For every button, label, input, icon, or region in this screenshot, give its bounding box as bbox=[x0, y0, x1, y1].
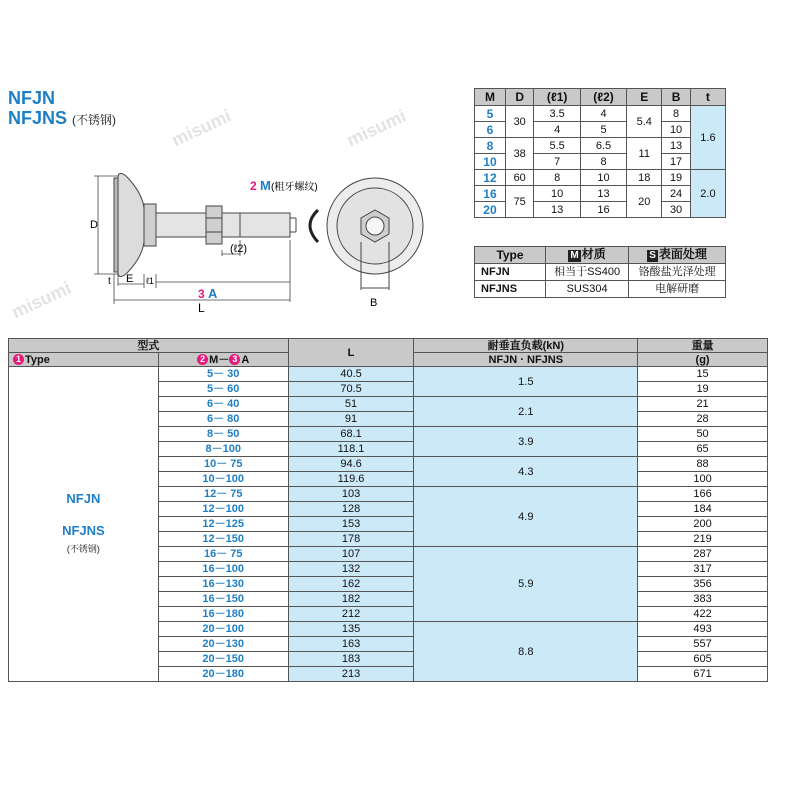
cell-b: 8 bbox=[662, 106, 691, 122]
cell-model-code: 6－ 40 bbox=[158, 397, 288, 412]
cell-d: 30 bbox=[505, 106, 534, 138]
cell-model-code: 5－ 60 bbox=[158, 382, 288, 397]
cell-m: 10 bbox=[475, 154, 506, 170]
cell-model-code: 16－180 bbox=[158, 607, 288, 622]
cell-l2: 5 bbox=[580, 122, 626, 138]
cell-t: 1.6 bbox=[690, 106, 725, 170]
cell-model-code: 6－ 80 bbox=[158, 412, 288, 427]
cell-load: 4.3 bbox=[414, 457, 638, 487]
cell-b: 17 bbox=[662, 154, 691, 170]
cell-weight: 100 bbox=[638, 472, 768, 487]
cell-d: 38 bbox=[505, 138, 534, 170]
product-title-stainless: NFJNS (不锈钢) bbox=[8, 108, 117, 128]
cell-b: 13 bbox=[662, 138, 691, 154]
cell-l: 119.6 bbox=[288, 472, 414, 487]
cell-model-code: 10－ 75 bbox=[158, 457, 288, 472]
dim-b-label: B bbox=[370, 297, 378, 309]
cell-m: 16 bbox=[475, 186, 506, 202]
cell-l: 94.6 bbox=[288, 457, 414, 472]
cell-l: 178 bbox=[288, 532, 414, 547]
cell-l1: 4 bbox=[534, 122, 580, 138]
header-load-sub: NFJN · NFJNS bbox=[414, 353, 638, 367]
cell-l1: 7 bbox=[534, 154, 580, 170]
m-label-sub: (粗牙螺纹) bbox=[271, 182, 318, 193]
cell-l2: 10 bbox=[580, 170, 626, 186]
product-title: NFJN bbox=[8, 88, 56, 108]
dim-a-num: 3 bbox=[198, 287, 205, 301]
cell-l: 51 bbox=[288, 397, 414, 412]
cell-weight: 184 bbox=[638, 502, 768, 517]
cell-m: 6 bbox=[475, 122, 506, 138]
cell-e: 11 bbox=[627, 138, 662, 170]
col-surface: S 表面处理 bbox=[629, 247, 726, 264]
dim-a-label: A bbox=[208, 286, 218, 301]
cell-l: 107 bbox=[288, 547, 414, 562]
cell-type: NFJNS bbox=[475, 281, 546, 298]
cell-type: NFJN bbox=[475, 264, 546, 281]
header-weight-unit: (g) bbox=[638, 353, 768, 367]
m-label: M bbox=[260, 178, 271, 193]
cell-l: 70.5 bbox=[288, 382, 414, 397]
header-m-a: 2 M－ 3 A bbox=[158, 353, 288, 367]
cell-l: 153 bbox=[288, 517, 414, 532]
cell-model-code: 12－100 bbox=[158, 502, 288, 517]
cell-weight: 19 bbox=[638, 382, 768, 397]
cell-weight: 383 bbox=[638, 592, 768, 607]
cell-weight: 287 bbox=[638, 547, 768, 562]
cell-load: 8.8 bbox=[414, 622, 638, 682]
watermark: misumi bbox=[343, 105, 410, 151]
cell-l: 132 bbox=[288, 562, 414, 577]
cell-b: 30 bbox=[662, 202, 691, 218]
cell-model-code: 8－ 50 bbox=[158, 427, 288, 442]
cell-weight: 50 bbox=[638, 427, 768, 442]
cell-l: 68.1 bbox=[288, 427, 414, 442]
header-model: 型式 bbox=[9, 339, 289, 353]
cell-t: 2.0 bbox=[690, 170, 725, 218]
cell-weight: 88 bbox=[638, 457, 768, 472]
col-b: B bbox=[662, 89, 691, 106]
cell-model-code: 20－100 bbox=[158, 622, 288, 637]
cell-surface: 电解研磨 bbox=[629, 281, 726, 298]
cell-l: 40.5 bbox=[288, 367, 414, 382]
watermark: misumi bbox=[8, 277, 75, 323]
dim-d-label: D bbox=[90, 219, 98, 231]
cell-model-code: 12－150 bbox=[158, 532, 288, 547]
cell-weight: 557 bbox=[638, 637, 768, 652]
cell-l1: 10 bbox=[534, 186, 580, 202]
m-label-num: 2 bbox=[250, 179, 257, 193]
cell-material: 相当于SS400 bbox=[546, 264, 629, 281]
cell-l2: 4 bbox=[580, 106, 626, 122]
col-type: Type bbox=[475, 247, 546, 264]
header-load: 耐垂直负载(kN) bbox=[414, 339, 638, 353]
header-type: 1 Type bbox=[9, 353, 159, 367]
cell-weight: 219 bbox=[638, 532, 768, 547]
col-t: t bbox=[690, 89, 725, 106]
cell-model-code: 12－ 75 bbox=[158, 487, 288, 502]
watermark: misumi bbox=[168, 105, 235, 151]
dim-l1-label: ℓ1 bbox=[146, 276, 154, 286]
cell-model-code: 10－100 bbox=[158, 472, 288, 487]
cell-m: 20 bbox=[475, 202, 506, 218]
cell-weight: 317 bbox=[638, 562, 768, 577]
cell-b: 19 bbox=[662, 170, 691, 186]
cell-l: 128 bbox=[288, 502, 414, 517]
cell-weight: 605 bbox=[638, 652, 768, 667]
cell-weight: 200 bbox=[638, 517, 768, 532]
table-row bbox=[9, 367, 768, 382]
cell-load: 5.9 bbox=[414, 547, 638, 622]
col-e: E bbox=[627, 89, 662, 106]
cell-model-code: 8－100 bbox=[158, 442, 288, 457]
cell-b: 10 bbox=[662, 122, 691, 138]
cell-load: 2.1 bbox=[414, 397, 638, 427]
cell-l1: 13 bbox=[534, 202, 580, 218]
col-d: D bbox=[505, 89, 534, 106]
cell-model-code: 20－130 bbox=[158, 637, 288, 652]
dim-t-label: t bbox=[108, 276, 111, 287]
cell-load: 4.9 bbox=[414, 487, 638, 547]
cell-l1: 5.5 bbox=[534, 138, 580, 154]
leveling-foot-drawing bbox=[90, 170, 440, 320]
cell-weight: 671 bbox=[638, 667, 768, 682]
header-weight: 重量 bbox=[638, 339, 768, 353]
cell-l: 91 bbox=[288, 412, 414, 427]
dim-l-label: L bbox=[198, 301, 205, 315]
cell-l: 183 bbox=[288, 652, 414, 667]
cell-l1: 3.5 bbox=[534, 106, 580, 122]
cell-l: 182 bbox=[288, 592, 414, 607]
cell-l: 212 bbox=[288, 607, 414, 622]
cell-model-code: 16－100 bbox=[158, 562, 288, 577]
cell-model-code: 20－180 bbox=[158, 667, 288, 682]
cell-weight: 21 bbox=[638, 397, 768, 412]
cell-model-code: 16－ 75 bbox=[158, 547, 288, 562]
cell-weight: 166 bbox=[638, 487, 768, 502]
header-l: L bbox=[288, 339, 414, 367]
dim-e-label: E bbox=[126, 273, 134, 285]
cell-l: 103 bbox=[288, 487, 414, 502]
cell-e: 20 bbox=[627, 186, 662, 218]
spec-table bbox=[8, 338, 768, 682]
cell-model-code: 16－150 bbox=[158, 592, 288, 607]
cell-b: 24 bbox=[662, 186, 691, 202]
col-material: M 材质 bbox=[546, 247, 629, 264]
cell-l2: 13 bbox=[580, 186, 626, 202]
col-l2: (ℓ2) bbox=[580, 89, 626, 106]
cell-surface: 铬酸盐光泽处理 bbox=[629, 264, 726, 281]
cell-l: 163 bbox=[288, 637, 414, 652]
cell-e: 5.4 bbox=[627, 106, 662, 138]
dim-l2-label: (ℓ2) bbox=[230, 243, 247, 255]
cell-d: 75 bbox=[505, 186, 534, 218]
cell-model-code: 20－150 bbox=[158, 652, 288, 667]
cell-model-code: 16－130 bbox=[158, 577, 288, 592]
dimension-table bbox=[474, 88, 726, 218]
cell-l: 162 bbox=[288, 577, 414, 592]
cell-l2: 8 bbox=[580, 154, 626, 170]
cell-load: 3.9 bbox=[414, 427, 638, 457]
cell-l2: 6.5 bbox=[580, 138, 626, 154]
col-m: M bbox=[475, 89, 506, 106]
cell-m: 5 bbox=[475, 106, 506, 122]
cell-l1: 8 bbox=[534, 170, 580, 186]
cell-weight: 28 bbox=[638, 412, 768, 427]
cell-model-code: 5－ 30 bbox=[158, 367, 288, 382]
cell-e: 18 bbox=[627, 170, 662, 186]
cell-m: 12 bbox=[475, 170, 506, 186]
cell-l2: 16 bbox=[580, 202, 626, 218]
col-l1: (ℓ1) bbox=[534, 89, 580, 106]
cell-l: 135 bbox=[288, 622, 414, 637]
cell-m: 8 bbox=[475, 138, 506, 154]
cell-weight: 15 bbox=[638, 367, 768, 382]
cell-model-code: 12－125 bbox=[158, 517, 288, 532]
type-cell: NFJN NFJNS (不锈钢) bbox=[9, 367, 159, 682]
cell-l: 118.1 bbox=[288, 442, 414, 457]
cell-weight: 493 bbox=[638, 622, 768, 637]
material-table bbox=[474, 246, 726, 298]
cell-d: 60 bbox=[505, 170, 534, 186]
cell-l: 213 bbox=[288, 667, 414, 682]
cell-load: 1.5 bbox=[414, 367, 638, 397]
cell-weight: 356 bbox=[638, 577, 768, 592]
cell-material: SUS304 bbox=[546, 281, 629, 298]
cell-weight: 65 bbox=[638, 442, 768, 457]
cell-weight: 422 bbox=[638, 607, 768, 622]
